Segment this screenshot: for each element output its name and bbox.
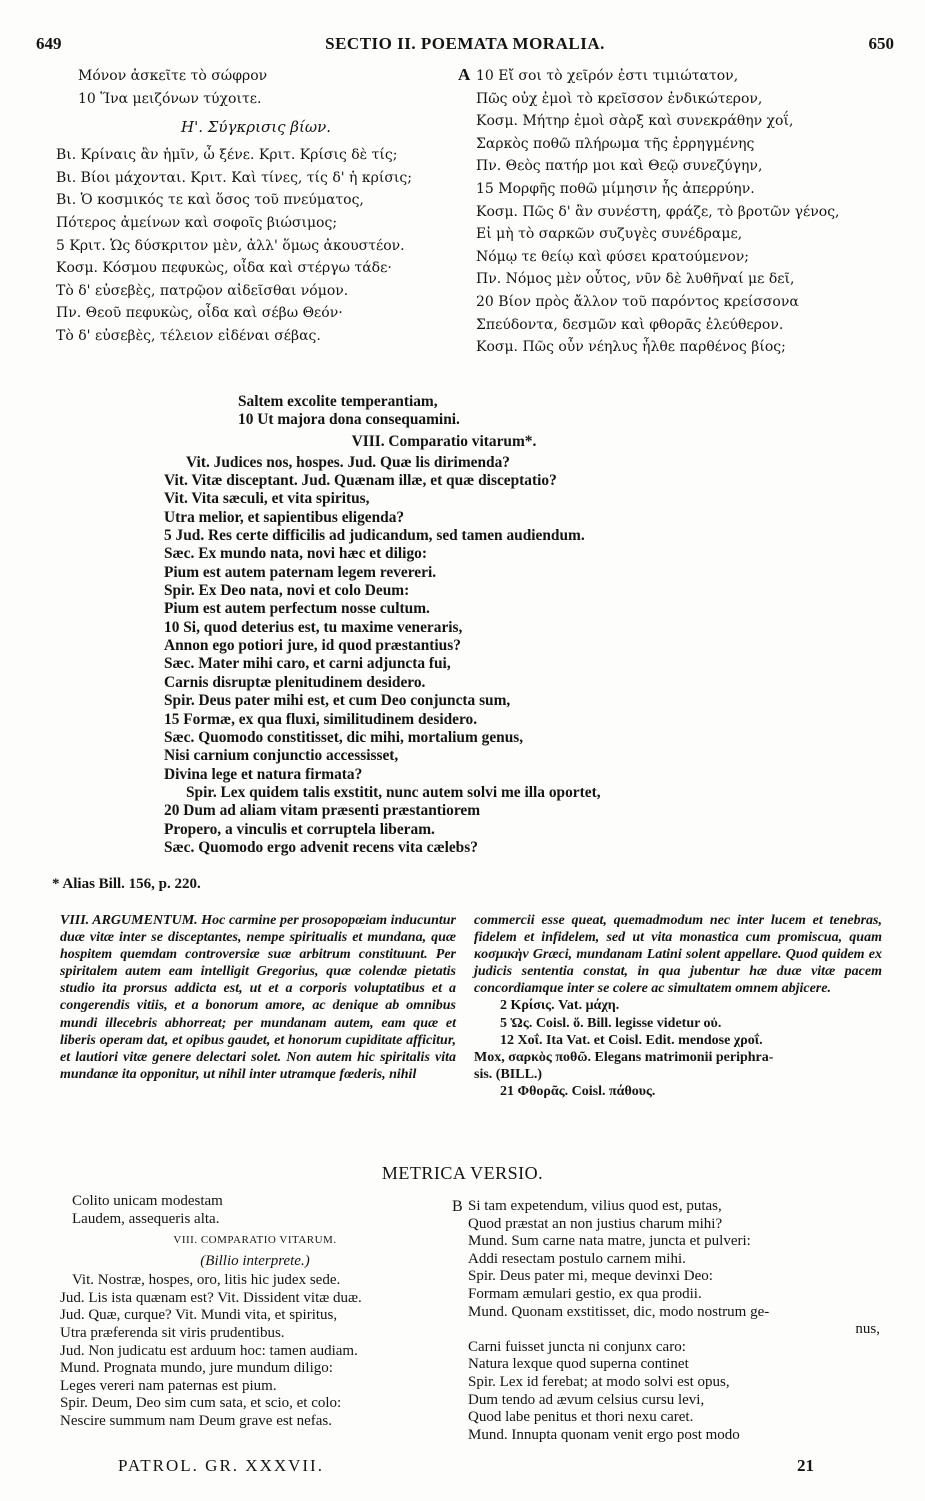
metrica-versio-title: METRICA VERSIO.	[381, 1163, 544, 1183]
margin-letter-a: A	[458, 65, 471, 84]
verse-line: Nescire summum nam Deum grave est nefas.	[60, 1412, 332, 1429]
commentary-right	[474, 912, 882, 1100]
verse-line: Natura lexque quod superna continet	[468, 1356, 689, 1373]
note-line: 2 Κρίσις. Vat. μάχη.	[500, 998, 620, 1014]
greek-line: Σαρκὸς ποθῶ πλήρωμα τῆς ἐρρηγμένης	[476, 135, 755, 152]
greek-subtitle: Η'. Σύγκρισις βίων.	[181, 118, 331, 137]
latin-line: 15 Formæ, ex qua fluxi, similitudinem desidero.	[164, 710, 478, 728]
latin-line: Spir. Lex quidem talis exstitit, nunc autem solvi me illa oportet,	[186, 783, 601, 801]
verse-line: Quod præstat an non justius charum mihi?	[468, 1215, 723, 1232]
page-number-left: 649	[36, 34, 62, 53]
latin-line: Sæc. Quomodo ergo advenit recens vita cælebs?	[164, 838, 478, 856]
greek-line: 10 Ἵνα μειζόνων τύχοιτε.	[78, 90, 262, 107]
latin-line: Sæc. Quomodo constitisset, dic mihi, mortalium genus,	[164, 728, 524, 746]
greek-line: 15 Μορφῆς ποθῶ μίμησιν ἧς ἀπερρύην.	[476, 180, 755, 197]
verse-line: Mund. Innupta quonam venit ergo post modo	[468, 1426, 740, 1443]
verse-line: Mund. Quonam exstitisset, dic, modo nostrum ge-	[468, 1303, 770, 1320]
latin-line: Spir. Ex Deo nata, novi et colo Deum:	[164, 582, 410, 600]
latin-line: Nisi carnium conjunctio accessisset,	[164, 747, 399, 765]
verse-line: Dum tendo ad ævum celsius cursu levi,	[468, 1391, 705, 1408]
critical-notes	[474, 997, 882, 1100]
greek-line: 20 Βίον πρὸς ἄλλον τοῦ παρόντος κρείσσονα	[476, 293, 799, 310]
argument-continuation: commercii esse queat, quemadmodum nec inter lucem et tenebras, fidelem et infidelem, sed ut vita monastica cum promiscua, quam κοσμικὴν Græci, mundanam Latini solent appellare. Quod quidem ex judicis sententia constat, in qua jubentur hæ duæ vitæ pacem concordiamque inter se colere ac simultatem omnem abjicere.	[474, 913, 882, 997]
margin-letter-b: B	[452, 1198, 463, 1215]
note-line: sis. (BILL.)	[474, 1066, 543, 1082]
argument-paragraph: VIII. ARGUMENTUM. Hoc carmine per prosopopœiam inducuntur duæ vitæ inter se disceptantes, nempe spiritualis et mundana, quæ hospitem quemdam controversiæ suæ arbitrum constituunt. Per spiritalem autem eam intelligit Gregorius, quæ colendæ pietatis studio ita prorsus addicta est, ut et a corporis voluptatibus et a congerendis vitiis, et a bonorum amore, ac denique ab omnibus mundi illecebris abhorreat; per mundanam autem, eam quæ et liberis operam dat, et opibus gaudet, et honorum cupiditate afficitur, et lautiori vitæ genere delectari solet. Non autem hic spiritalis vita mundanæ ita opponitur, ut nihil inter utramque fœderis, nihil	[60, 913, 456, 1082]
verse-line: Utra præferenda sit viris prudentibus.	[60, 1324, 285, 1341]
latin-line: 5 Jud. Res certe difficilis ad judicandum, sed tamen audiendum.	[164, 527, 585, 545]
verse-line: Si tam expetendum, vilius quod est, putas,	[468, 1198, 722, 1214]
latin-line: Vit. Judices nos, hospes. Jud. Quæ lis dirimenda?	[186, 453, 510, 471]
footnote: * Alias Bill. 156, p. 220.	[52, 876, 201, 892]
latin-translation	[164, 393, 724, 857]
latin-line: Saltem excolite temperantiam,	[238, 393, 438, 410]
greek-line: Κοσμ. Κόσμου πεφυκὼς, οἶδα καὶ στέργω τάδε·	[56, 260, 392, 277]
metrica-right	[468, 1198, 888, 1444]
verse-line: nus,	[855, 1321, 880, 1338]
latin-line: Carnis disruptæ plenitudinem desidero.	[164, 673, 426, 691]
greek-line: Βι. Βίοι μάχονται. Κριτ. Καὶ τίνες, τίς δ' ἡ κρίσις;	[56, 169, 412, 186]
latin-line: 10 Ut majora dona consequamini.	[238, 411, 460, 429]
latin-line: 10 Si, quod deterius est, tu maxime veneraris,	[164, 618, 463, 636]
greek-text-left	[56, 65, 456, 348]
verse-line: Quod labe penitus et thori nexu caret.	[468, 1409, 694, 1426]
greek-line: Βι. Κρίναις ἂν ἡμῖν, ὦ ξένε. Κριτ. Κρίσις δὲ τίς;	[56, 147, 398, 164]
verse-line: Formam æmulari gestio, ex qua prodii.	[468, 1285, 702, 1302]
verse-line: Carni fuisset juncta ni conjunx caro:	[468, 1338, 686, 1355]
verse-interpreter: (Billio interprete.)	[200, 1253, 310, 1270]
greek-line: 5 Κριτ. Ὡς δύσκριτον μὲν, ἀλλ' ὅμως ἀκουστέον.	[56, 237, 405, 254]
verse-line: Mund. Sum carne nata matre, juncta et pulveri:	[468, 1233, 751, 1250]
note-line: 21 Φθορᾶς. Coisl. πάθους.	[500, 1083, 656, 1099]
greek-line: Κοσμ. Πῶς δ' ἂν συνέστη, φράζε, τὸ βροτῶν γένος,	[476, 203, 840, 220]
greek-line: Τὸ δ' εὐσεβὲς, πατρῷον αἰδεῖσθαι νόμον.	[56, 282, 349, 299]
latin-subtitle: VIII. Comparatio vitarum*.	[351, 432, 537, 450]
footer-volume: PATROL. GR. XXXVII.	[118, 1456, 324, 1475]
latin-line: Sæc. Ex mundo nata, novi hæc et diligo:	[164, 545, 427, 563]
page-number-right: 650	[868, 34, 894, 53]
note-line: 12 Χοΐ. Ita Vat. et Coisl. Edit. mendose χροΐ.	[500, 1032, 763, 1048]
verse-line: Colito unicam modestam	[72, 1193, 223, 1209]
verse-line: Jud. Non judicatu est arduum hoc: tamen audiam.	[60, 1342, 358, 1359]
greek-line: Πν. Θεὸς πατήρ μοι καὶ Θεῷ συνεζύγην,	[476, 158, 763, 175]
greek-line: 10 Εἴ σοι τὸ χεῖρόν ἐστι τιμιώτατον,	[476, 68, 739, 84]
greek-line: Πότερος ἀμείνων καὶ σοφοῖς βιώσιμος;	[56, 214, 338, 231]
latin-line: Propero, a vinculis et corruptela liberam.	[164, 820, 435, 838]
verse-subtitle: VIII. COMPARATIO VITARUM.	[173, 1234, 337, 1247]
verse-line: Spir. Lex id ferebat; at modo solvi est opus,	[468, 1373, 730, 1390]
note-line: Mox, σαρκὸς ποθῶ. Elegans matrimonii periphra-	[474, 1049, 774, 1065]
verse-line: Addi resectam postulo carnem mihi.	[468, 1250, 686, 1267]
greek-line: Σπεύδοντα, δεσμῶν καὶ φθορᾶς ἐλεύθερον.	[476, 316, 784, 333]
verse-line: Laudem, assequeris alta.	[72, 1210, 220, 1227]
commentary-left	[60, 912, 456, 1083]
greek-line: Βι. Ὁ κοσμικός τε καὶ ὅσος τοῦ πνεύματος,	[56, 192, 364, 209]
footer-signature: 21	[797, 1456, 814, 1475]
greek-line: Πν. Νόμος μὲν οὗτος, νῦν δὲ λυθῆναί με δεῖ,	[476, 271, 795, 288]
latin-line: Spir. Deus pater mihi est, et cum Deo conjuncta sum,	[164, 692, 511, 710]
greek-line: Κοσμ. Μήτηρ ἐμοὶ σὰρξ καὶ συνεκράθην χοΐ,	[476, 113, 794, 130]
greek-line: Νόμῳ τε θείῳ καὶ φύσει κρατούμενον;	[476, 248, 749, 265]
verse-line: Jud. Quæ, curque? Vit. Mundi vita, et spiritus,	[60, 1307, 338, 1324]
verse-line: Leges vereri nam paternas est pium.	[60, 1377, 277, 1394]
greek-text-right	[476, 65, 896, 359]
latin-line: Vit. Vitæ disceptant. Jud. Quænam illæ, et quæ disceptatio?	[164, 472, 557, 490]
metrica-left	[60, 1193, 450, 1431]
verse-line: Spir. Deus pater mi, meque devinxi Deo:	[468, 1268, 713, 1285]
running-header	[36, 34, 894, 56]
greek-line: Πῶς οὐχ ἐμοὶ τὸ κρεῖσσον ἐνδικώτερον,	[476, 90, 763, 107]
latin-line: Pium est autem perfectum nosse cultum.	[164, 600, 430, 618]
greek-line: Μόνον ἀσκεῖτε τὸ σώφρον	[78, 68, 268, 84]
latin-line: Pium est autem paternam legem revereri.	[164, 563, 437, 581]
latin-line: Sæc. Mater mihi caro, et carni adjuncta fui,	[164, 655, 451, 673]
verse-line: Jud. Lis ista quænam est? Vit. Dissident vitæ duæ.	[60, 1289, 362, 1306]
latin-line: Divina lege et natura firmata?	[164, 765, 363, 783]
greek-line: Τὸ δ' εὐσεβὲς, τέλειον εἰδέναι σέβας.	[56, 327, 321, 344]
section-title: SECTIO II. POEMATA MORALIA.	[325, 34, 605, 53]
greek-line: Κοσμ. Πῶς οὖν νέηλυς ἦλθε παρθένος βίος;	[476, 339, 786, 356]
verse-line: Vit. Nostræ, hospes, oro, litis hic judex sede.	[72, 1272, 341, 1289]
latin-line: Vit. Vita sæculi, et vita spiritus,	[164, 490, 370, 508]
latin-line: Utra melior, et sapientibus eligenda?	[164, 508, 405, 526]
latin-line: Annon ego potiori jure, id quod præstantius?	[164, 637, 461, 655]
verse-line: Spir. Deum, Deo sim cum sata, et scio, et colo:	[60, 1395, 342, 1412]
note-line: 5 Ὡς. Coisl. ὅ. Bill. legisse videtur οὐ.	[500, 1015, 722, 1031]
greek-line: Πν. Θεοῦ πεφυκὼς, οἶδα καὶ σέβω Θεόν·	[56, 305, 343, 322]
verse-line: Mund. Prognata mundo, jure mundum diligo:	[60, 1360, 333, 1377]
greek-line: Εἰ μὴ τὸ σαρκῶν συζυγὲς συνέδραμε,	[476, 226, 743, 243]
latin-line: 20 Dum ad aliam vitam præsenti præstantiorem	[164, 802, 481, 820]
